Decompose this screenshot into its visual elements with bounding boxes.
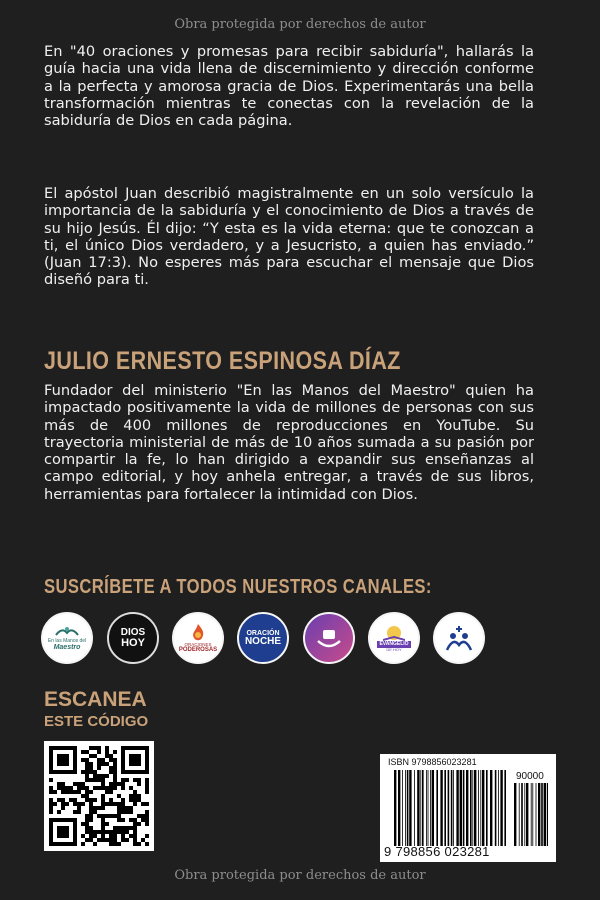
channel-logo-oracion-noche[interactable] — [237, 612, 289, 664]
scan-title: ESCANEA — [44, 688, 147, 711]
praying-hands-icon — [314, 623, 344, 653]
isbn-barcode — [380, 754, 556, 862]
flame-icon — [188, 623, 208, 643]
qr-code[interactable] — [44, 741, 154, 851]
channel-logo-family[interactable] — [433, 612, 485, 664]
hands-icon — [54, 625, 80, 639]
channel-4-line1: ORACIÓN — [246, 629, 280, 637]
channel-logo-oraciones-poderosas[interactable] — [172, 612, 224, 664]
author-name: JULIO ERNESTO ESPINOSA DÍAZ — [44, 347, 401, 375]
author-bio: Fundador del ministerio "En las Manos del Maestro" quien ha impactado positivamente la vida de millones de personas con sus más de 400 millones de reproducciones en YouTube. Su trayectoria ministerial de más de 10 años sumada a su pasión por compartir la fe, lo han dirigido a expandir sus enseñanzas al campo editorial, y hoy anhela entregar, a través de sus libros, herramientas para fortalecer la intimidad con Dios. — [44, 382, 534, 503]
barcode-bars — [394, 770, 506, 846]
channel-logo-praying-hands[interactable] — [303, 612, 355, 664]
description-paragraph-2: El apóstol Juan describió magistralmente en un solo versículo la importancia de la sabiduría y el conocimiento de Dios a través de su hijo Jesús. Él dijo: “Y esta es la vida eterna: que te conozcan a ti, el único Dios verdadero, y a Jesucristo, a quien has enviado.” (Juan 17:3). No esperes más para escuchar el mensaje que Dios diseñó para ti. — [44, 185, 534, 289]
barcode-addon-bars — [514, 783, 548, 846]
bible-icon — [380, 625, 408, 641]
channel-6-line2: DE HOY — [386, 646, 402, 652]
family-icon — [442, 623, 476, 653]
channel-4-line2: NOCHE — [244, 635, 282, 647]
channel-3-line1: ORACIONES — [184, 641, 212, 647]
isbn-digits: 9 798856 023281 — [384, 844, 490, 859]
description-paragraph-1: En "40 oraciones y promesas para recibir sabiduría", hallarás la guía hacia una vida llena de discernimiento y dirección conforme a la perfecta y amorosa gracia de Dios. Experimentarás una bella transformación mientras te conectas con la revelación de la sabiduría de Dios en cada página. — [44, 43, 534, 130]
price-code: 90000 — [516, 771, 544, 782]
channel-logo-dios-hoy[interactable] — [107, 612, 159, 664]
watermark-top: Obra protegida por derechos de autor — [174, 17, 426, 32]
subscribe-heading: SUSCRÍBETE A TODOS NUESTROS CANALES: — [44, 576, 432, 598]
scan-subtitle: ESTE CÓDIGO — [44, 713, 149, 730]
channel-1-line2: Maestro — [53, 644, 81, 651]
channel-6-line1: EVANGELIO — [379, 640, 409, 647]
channel-2-line2: HOY — [121, 636, 145, 649]
qr-code-icon — [44, 741, 154, 851]
watermark-bottom: Obra protegida por derechos de autor — [174, 868, 426, 883]
channel-logos — [41, 612, 481, 666]
isbn-label: ISBN 9798856023281 — [388, 757, 477, 767]
channel-1-line1: En las Manos del — [47, 638, 87, 644]
channel-2-line1: DIOS — [120, 626, 146, 638]
channel-logo-evangelio-hoy[interactable] — [368, 612, 420, 664]
channel-logo-manos-maestro[interactable] — [41, 612, 93, 664]
channel-3-line2: PODEROSAS — [178, 647, 218, 654]
